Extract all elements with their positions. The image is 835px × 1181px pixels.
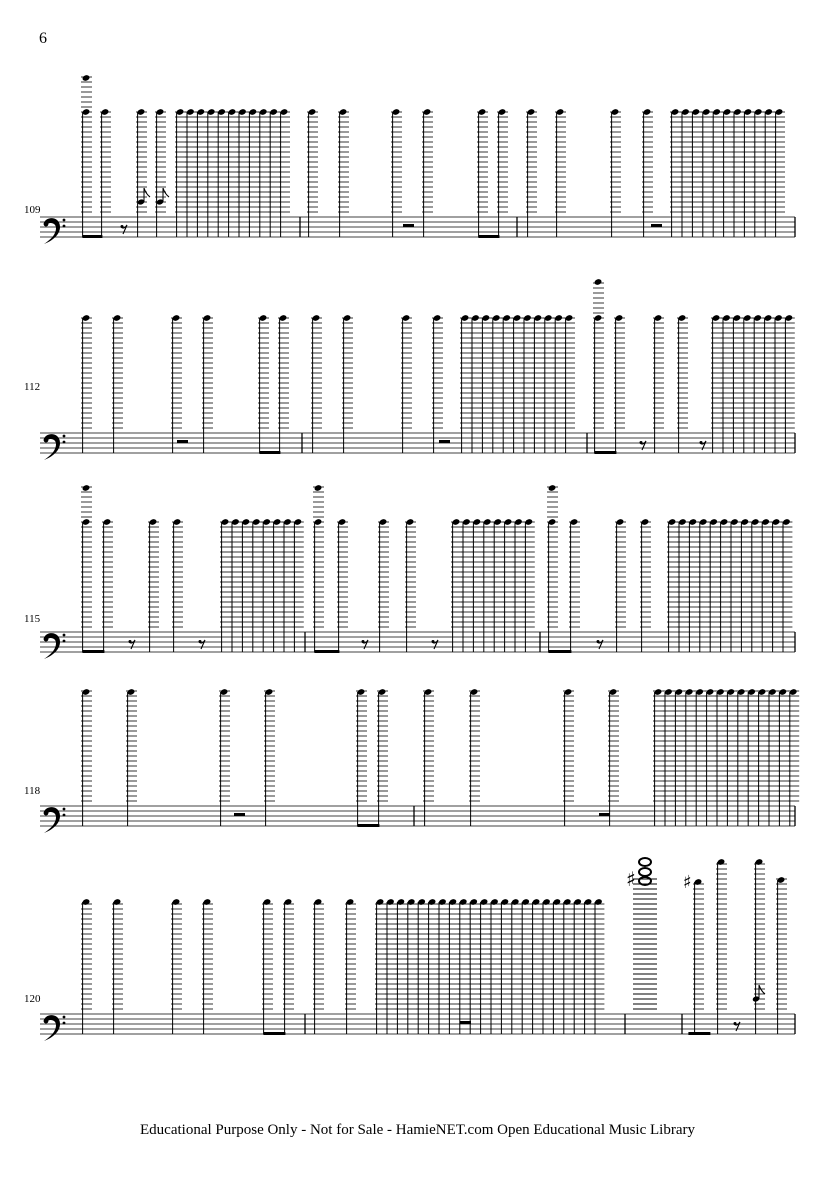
eighth-rest-dot bbox=[121, 225, 124, 228]
eighth-rest-dot bbox=[734, 1022, 737, 1025]
half-rest bbox=[403, 224, 414, 227]
whole-note bbox=[639, 858, 651, 866]
eighth-rest-dot bbox=[640, 441, 643, 444]
sharp-icon: ♯ bbox=[626, 867, 636, 891]
notehead bbox=[314, 484, 323, 492]
measure-number-112: 112 bbox=[24, 381, 41, 393]
beam bbox=[259, 451, 280, 454]
beam bbox=[82, 235, 102, 238]
note-flag bbox=[759, 985, 765, 994]
measure-number-115: 115 bbox=[24, 613, 41, 625]
footer-notice: Educational Purpose Only - Not for Sale - HamieNET.com Open Educational Music Library bbox=[140, 1122, 695, 1138]
notehead bbox=[594, 278, 603, 286]
eighth-rest-dot bbox=[129, 640, 132, 643]
notehead bbox=[548, 484, 557, 492]
measure-number-118: 118 bbox=[24, 785, 41, 797]
beam bbox=[263, 1032, 285, 1035]
half-rest bbox=[460, 1021, 471, 1024]
note-flag bbox=[144, 188, 150, 197]
half-rest bbox=[651, 224, 662, 227]
beam bbox=[478, 235, 499, 238]
eighth-rest-dot bbox=[362, 640, 365, 643]
measure-number-120: 120 bbox=[24, 993, 41, 1005]
beam bbox=[357, 824, 379, 827]
beam bbox=[594, 451, 616, 454]
measure-number-109: 109 bbox=[24, 204, 41, 216]
eighth-rest-dot bbox=[199, 640, 202, 643]
half-rest bbox=[234, 813, 245, 816]
beam bbox=[548, 650, 571, 653]
sharp-icon: ♯ bbox=[683, 872, 692, 893]
half-rest bbox=[599, 813, 610, 816]
note-flag bbox=[163, 188, 169, 197]
half-rest bbox=[177, 440, 188, 443]
page-number: 6 bbox=[39, 30, 47, 47]
eighth-rest-dot bbox=[597, 640, 600, 643]
notehead bbox=[82, 484, 91, 492]
notehead bbox=[82, 74, 91, 82]
beam bbox=[688, 1032, 710, 1035]
beam bbox=[314, 650, 339, 653]
eighth-rest-dot bbox=[700, 441, 703, 444]
half-rest bbox=[439, 440, 450, 443]
eighth-rest-dot bbox=[432, 640, 435, 643]
whole-note bbox=[639, 868, 651, 876]
beam bbox=[82, 650, 104, 653]
